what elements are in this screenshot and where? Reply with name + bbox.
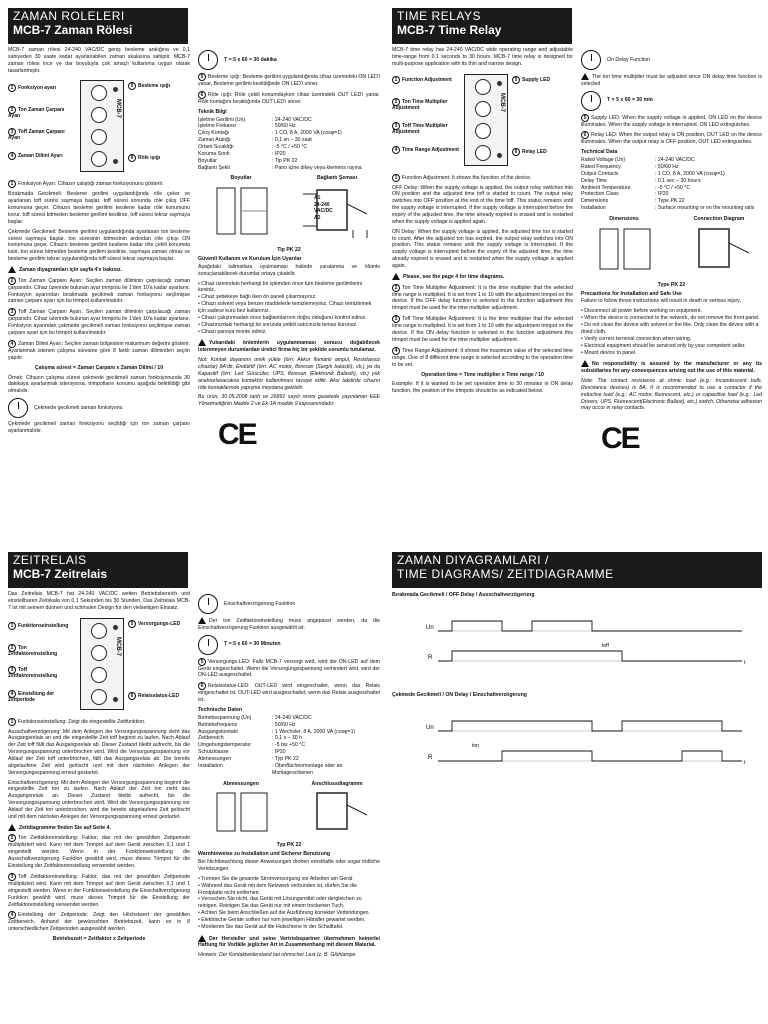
de-ondelay2: Der ton Zeitfaktoreinstellung muss angepasst werden, da die Einschaltverzögerung Funktion ausgewählt ist.	[198, 617, 380, 631]
tr-subtitle: MCB-7 Zaman Rölesi	[13, 22, 133, 37]
en-p2: OFF Delay: When the supply voltage is applied, the output relay switches into ON position and the adjusted time toff is started to count. The output relay switches into OFF position at the end of the time toff. This status remains until the supply voltage is interrupted. If the supply voltage is interrupted before the expiry of the adjusted time, the time already expired is erased and is restarted when the supply voltage is applied again.	[392, 184, 573, 225]
en-p4: Please, see the page 4 for time diagrams.	[403, 273, 505, 280]
on-delay-diagram	[392, 701, 752, 781]
ton-knob	[91, 107, 107, 123]
de-dims	[198, 781, 380, 839]
off-r-label: R	[428, 654, 433, 661]
de-safety: Bei Nichtbeachtung dieser Anweisungen drohen ernsthafte oder sogar tödliche Verletzungen.	[198, 859, 380, 872]
tr-cek2: Çekmede gecikmeli zaman fonksiyonu seçildiği için ton zaman çarpanı ayarlanmalıdır.	[8, 421, 190, 434]
tr-label-toff: Toff Zaman Çarpanı Ayarı	[8, 129, 65, 142]
list-item: • Cihazınızdaki herhangi bir sorunda yetkili satıcınızla temas kurunuz.	[198, 322, 380, 329]
german-section	[8, 552, 380, 1020]
en-p9: Relay LED: When the output relay is ON position, OUT LED on the device illuminates. When the output relay is OFF position, OUT LED extinguishes.	[581, 132, 762, 146]
range-knob	[91, 151, 107, 167]
table-row: Abmessungen : Typ PK 22	[198, 756, 299, 763]
table-row: Protection Class : IP20	[581, 191, 669, 198]
off-r-trace	[438, 651, 742, 661]
tr-p4: Zaman diyagramları için sayfa 4'e bakınız.	[19, 266, 123, 273]
table-row: Betriebsfrequenz : 50/60 Hz	[198, 721, 296, 728]
en-dims	[581, 216, 762, 278]
en-disclaimer: No responsibility is assured by the manufacturer or any its subsidiaries for any consequences arising out the use of this material.	[581, 361, 762, 375]
table-row: Rated Voltage (Un) : 24-240 VAC/DC	[581, 157, 695, 164]
en-safety-title: Precautions for Installation and Safe Use	[581, 290, 682, 297]
tr-p7: Zaman Dilimi Ayarı: Seçilen zaman bölgesinin maksimum değerini gösterir. Ayarlanmak istenen çalışma süresine göre 8 farklı zaman diliminden seçim yapılır.	[8, 340, 190, 361]
tr-dims	[198, 175, 380, 243]
connection-diagram	[297, 789, 377, 835]
table-row: Çıkış Kontağı : 1 CO, 8 A, 2000 VA (cosφ=1)	[198, 130, 342, 137]
table-row: Output Contacts : 1 CO, 8 A, 2000 VA (cosφ=1)	[581, 170, 725, 177]
warning-icon	[392, 273, 400, 280]
de-p3: Einschaltverzögerung: Mit dem Anlegen der Versorgungsspannung beginnt die eingestellte Zeit ton zu laufen. Nach Ablauf der Zeit ton zieht das Ausgangsrelais an. Dieser Zustand bleibt aufrecht, bis die Versorgungsspannung unterbrochen wird. Wird die Versorgungsspannung vor Ablauf der Zeit ton unterbrochen, wird die bereits abgelaufene Zeit gelöscht und mit dem nächsten Anlegen der Versorgungsspannung erneut gestartet.	[8, 779, 190, 820]
tr-col-right: T = 5 x 60 = 30 dakika 5 Besleme ışığı: Besleme gerilimi uygulandığında cihaz üzerindeki ON LED'i yanar. Besleme gerilimi kesildiğinde ON LED'i söner. 6 Röle ışığı: Röle çekili konumdayken cihaz üzerindeki OUT LED'i yanar. Röle kontağını bıraktığında OUT LED'i söner. Teknik Bilgi İşletme Gerilimi (Un) : 24-240 VAC/DC İşletme Frekansı : 50/60 Hz Çıkış Kontağı : 1 CO, 8 A, 2000 VA (cosφ=1) Zaman Aralığı : 0,1 sn – 30 saat Ortam Sıcaklığı : -5 °C / +50 °C Koruma Sınıfı : IP20 Boyutlar : Tip PK 22 Bağlantı Şekli : Pano içine dikey veya klemens rayına Boyutlar Bağlantı Şeması A1 24-240 VAC/DC A2 Tip PK 22 Güvenli Kullanım ve Kurulum İçin Uyarılar Aşağıdaki talimatlara uyulmaması halinde yaralanma ve ölümle sonuçlanabilecek durumlar ortaya çıkabilir. • Cihaz üzerindeki herhangi bir işlemden önce tüm besleme gerilimlerini kesiniz. • Cihaz şebekeye bağlı iken ön paneli çıkarmayınız. • Cihazı solvent veya benzer maddelerle temizlemeyiniz. Cihazı temizlemek için sadece kuru bez kullanınız. • Cihazı çalıştırmadan önce bağlantılarının doğru olduğunu kontrol ediniz. • Cihazınızdaki herhangi bir sorunda yetkili satıcınızla temas kurunuz. • Cihazı panoya monte ediniz. Yukarıdaki önlemlerin uygulanmaması sonucu doğabilecek istenmeyen durumlardan üretici firma hiç bir şekilde sorumlu tutulamaz. Not: Kontak dayanımı omik yükte (örn: Akkor flamanlı ampul, Resistansiz cihazlar) 8A'dir. Endüktif (örn: AC motor, floresan (Sargılı balastlı), vb.) ya da Kapasitif (örn: Led Sürücüler, UPS, floresan (Elektronik Balastlı), vb.) yük anahtarlanacaksa kontaktör kullanılması tavsiye edilir. Aksi takdirde cihazın röle kontaklarında yapışma meydana gelebilir. Bu ürün, 30.05.2008 tarih ve 26891 sayılı resmi gazetede yayınlanan EEE Yönetmeliğinin Madde 2 ve Ek-1A madde 9 kapsamındadır. CE	[198, 47, 380, 455]
list-item: • Do not clean the device with solvent or the like. Only clean the device with a dried cloth.	[581, 322, 762, 336]
device-model: MCB-7	[115, 99, 121, 119]
en-example: Example: If it is wanted to be set operation time to 30 minutes in ON delay function, the position of the trimpots should be as indicated below.	[392, 381, 573, 395]
de-tech-table	[198, 707, 380, 777]
tr-tech-title: Teknik Bilgi	[198, 108, 227, 115]
tr-formula: Çalışma süresi = Zaman Çarpanı x Zaman Dilimi / 10	[34, 364, 164, 371]
de-dim-title: Abmessungen	[223, 780, 259, 787]
de-col-right: Einschaltverzögerung Funktion Der ton Zeitfaktoreinstellung muss angepasst werden, da die Einschaltverzögerung Funktion ausgewählt ist. T = 5 x 60 = 30 Minuten 5 Versorgungs-LED: Falls MCB-7 versorgt wird, wird die ON-LED auf dem Gerät eingeschaltet. Wenn die Versorgungsspannung verhindert wird, wird der ON-LED ausgeschaltet. 6 Relaisstatus-LED: OUT-LED wird eingeschaltet, wenn das Relais eingeschaltet ist. OUT-LED wird ausgeschaltet, wenn das Relais ausgeschaltet ist. Technische Daten Betriebsspannung (Un) : 24-240 VAC/DC Betriebsfrequenz : 50/60 Hz Ausgangskontakt : 1 Wechsler, 8 A, 2000 VA (cosφ=1) Zeitbereich : 0,1 s – 30 h Umgebungstemperatur : -5 bis +50 °C Schutzklasse : IP20 Abmessungen : Typ PK 22 Installation : Oberflächenmontage oder an Montageschienen Abmessungen Anschlussdiagramm Typ PK 22 Warnhinweise zu Installation und Sicherer Benutzung Bei Nichtbeachtung dieser Anweisungen drohen ernsthafte oder sogar tödliche Verletzungen. • Trennen Sie die gesamte Stromversorgung vor Arbeiten am Gerät • Während das Gerät mit dem Netzwerk verbunden ist, dürfen Sie die Frontplatte nicht entfernen. • Versuchen Sie nicht, das Gerät mit Lösungsmittel oder dergleichen zu reinigen. Reinigen Sie das Gerät nur mit einem trockenen Tuch. • Achten Sie beim Anschließen auf die Ausführung korrekter Verbindungen. • Elektrische Geräte sollten nur vom jeweiligen Händler gewartet werden. • Montieren Sie das Gerät auf die Hutschiene in der Schalttafel. Der Hersteller und seine Vertriebspartner übernehmen keinerlei Haftung für Vorfälle jeglicher Art in Zusammenhang mit diesem Material. Hinweis: Der Kontaktwiderstand bei ohmscher Last (z. B. Glühlampe	[198, 591, 380, 962]
tr-p1: Fonksiyon Ayarı: Cihazın çalıştığı zaman fonksiyonunu gösterir.	[18, 181, 164, 188]
de-title: ZEITRELAIS	[13, 553, 87, 567]
table-row: Ortam Sıcaklığı : -5 °C / +50 °C	[198, 144, 308, 151]
device-vunit: VAC/DC	[314, 208, 333, 215]
range-knob	[475, 145, 491, 161]
tr-type: Tip PK 22	[277, 247, 301, 254]
en-dim-title: Dimensions	[609, 216, 639, 223]
warning-icon	[198, 935, 206, 942]
tr-safety: Aşağıdaki talimatlara uyulmaması halinde yaralanma ve ölümle sonuçlanabilecek durumlar ortaya çıkabilir.	[198, 263, 380, 277]
tr-calc: T = 5 x 60 = 30 dakika	[224, 56, 277, 63]
dimensions-drawing	[211, 184, 271, 240]
on-un-label: Un	[426, 724, 434, 731]
list-item: • Cihazı panoya monte ediniz.	[198, 329, 380, 336]
diagrams-section	[392, 552, 762, 1020]
clock-icon	[198, 594, 218, 614]
table-row: Koruma Sınıfı : IP20	[198, 150, 286, 157]
table-row: Rated Frequency : 50/60 Hz	[581, 164, 679, 171]
de-disclaimer: Der Hersteller und seine Vertriebspartner übernehmen keinerlei Haftung für Vorfälle jeglicher Art in Zusammenhang mit diesem Material.	[198, 935, 380, 949]
en-p1: Function Adjustment: It shows the function of the device.	[402, 174, 532, 181]
clock-icon	[581, 91, 601, 111]
off-toff-label: toff	[602, 642, 609, 649]
warning-icon	[198, 339, 206, 346]
tr-label-range: Zaman Dilimi Ayarı	[18, 153, 63, 160]
off-delay-title: Bırakmada Gecikmeli / OFF Delay / Ausschaltverzögerung	[392, 592, 535, 598]
on-delay-title: Çekmede Gecikmeli / ON Delay / Einschaltverzögerung	[392, 691, 527, 698]
table-row: Ausgangskontakt : 1 Wechsler, 8 A, 2000 VA (cosφ=1)	[198, 728, 356, 735]
table-row: Installation : Oberflächenmontage oder an Montageschienen	[198, 762, 343, 776]
en-intro: MCB-7 time relay has 24-240 VAC/DC wide operating range and adjustable time-range from 0.1 seconds to 30 hours. MCB-7 time relay is designed for multi-purpose application with its thin and narrow design.	[392, 47, 573, 67]
de-label-toff: Toff Zeitfaktoreinstellung	[8, 666, 58, 679]
list-item: • Montieren Sie das Gerät auf die Hutschiene in der Schalttafel.	[198, 924, 380, 931]
table-row: Dimensions : Type PK 22	[581, 198, 685, 205]
en-label-mult: Ton Time Multiplier Adjustment	[392, 98, 448, 111]
de-p7: Einstellung der Zeitperiode: Zeigt den Höchstwert der gewählten Zeitbereich. Anhand der gewünschten Betriebszeit, kann es in 8 unterschiedlichen Zeitperioden ausgewählt werden.	[8, 912, 190, 933]
list-item: • Cihazı solvent veya benzer maddelerle temizlemeyiniz. Cihazı temizlemek için sadece kuru bez kullanınız.	[198, 301, 380, 315]
warning-icon	[198, 617, 206, 624]
tr-label-relay: Röle ışığı	[138, 155, 161, 162]
clock-icon	[581, 50, 601, 70]
english-section	[392, 8, 762, 523]
dimensions-drawing	[211, 789, 271, 835]
table-row: Umgebungstemperatur : -5 bis +50 °C	[198, 742, 306, 749]
de-p6: Toff Zeitfaktoreinstellung: Faktor, das mit der gewählten Zeitperiode multipliziert wird. Kann mit dem Trimpot auf dem Gerät zwischen 0,1 und 1 eingestellt werden. Wenn in der Funktionseinstellung die Einschaltverzögerung Funktion gewählt wird, muss dieses Trimpot für die Einstellung der Zeitfaktoreinstellung verwendet werden.	[8, 873, 190, 908]
off-un-label: Un	[426, 624, 434, 631]
table-row: Delay Time : 0.1 sec – 30 hours	[581, 177, 701, 184]
en-ondelay: On Delay Function	[607, 56, 650, 63]
en-p6: Toff Time Multiplier Adjustment: It is the time multiplier that the selected time range is multiplied. It is set from 1 to 10 with the adjustment trimpot on the device. If the ON delay function is selected in the function adjustment this trimpot must be used for the time multiplier adjustment.	[392, 316, 573, 343]
dimensions-drawing	[594, 225, 654, 275]
clock-icon	[198, 50, 218, 70]
tr-dim-title: Boyutlar	[230, 175, 252, 182]
tr-note: Not: Kontak dayanımı omik yükte (örn: Akkor flamanlı ampul, Resistansiz cihazlar) 8A'dir. Endüktif (örn: AC motor, floresan (Sargılı balastlı), vb.) ya da Kapasitif (örn: Led Sürücüler, UPS, floresan (Elektronik Balastlı), vb.) yük anahtarlanacaksa kontaktör kullanılması tavsiye edilir. Aksi takdirde cihazın röle kontaklarında yapışma meydana gelebilir.	[198, 357, 380, 391]
device-body	[80, 618, 124, 710]
tr-label-mult: Ton Zaman Çarpanı Ayarı	[8, 107, 65, 120]
tr-conn-title: Bağlantı Şeması	[316, 175, 358, 182]
toff-knob	[475, 123, 491, 139]
de-p9: Relaisstatus-LED: OUT-LED wird eingeschaltet, wenn das Relais eingeschaltet ist. OUT-LED wird ausgeschaltet, wenn das Relais ausgeschaltet ist.	[198, 683, 380, 704]
ce-mark-icon: CE	[218, 418, 256, 452]
off-t-label: t	[744, 659, 746, 666]
en-col-right: On Delay Function The ton time multiplier must be adjusted since ON delay time function is selected T = 5 x 60 = 30 min 5 Supply LED: When the supply voltage is applied, ON LED on the device illuminates. When the supply voltage is interrupted, ON LED extinguishes. 6 Relay LED: When the output relay is ON position, OUT LED on the device illuminates. When the output relay is OFF position, OUT LED extinguishes. Technical Data Rated Voltage (Un) : 24-240 VAC/DC Rated Frequency : 50/60 Hz Output Contacts : 1 CO, 8 A, 2000 VA (cosφ=1) Delay Time : 0.1 sec – 30 hours Ambient Temperature : -5 °C / +50 °C Protection Class : IP20 Dimensions : Type PK 22 Installation : Surface mounting or on the mounting rails Dimensions Connection Diagram Type PK 22 Precautions for Installation and Safe Use Failure to follow those instructions will result in death or serious injury. • Disconnect all power before working on equipment. • When the device is connected to the network, do not remove the front panel. • Do not clean the device with solvent or the like. Only clean the device with a dried cloth. • Verify correct terminal connection when wiring. • Electrical equipment should be serviced only by your competent seller. • Mount device to panel. No responsibility is assured by the manufacturer or any its subsidiaries for any consequences arising out the use of this material. Note: The contact resistance at ohmic load (e.g.: Incandescent bulb, Resistance devices) is 8A. It is recommended to use a contactor if the inductive load (e.g.: AC motor, fluorescent, etc.) or capacitive load (e.g.: Led Drivers, UPS, Fluorescent(Electronic Ballast), etc.) switch. Otherwise adhesion may occur in relay contacts. CE	[581, 47, 762, 459]
supply-led	[497, 81, 502, 86]
de-tech-title: Technische Daten	[198, 707, 243, 714]
de-p5: Ton Zeitfaktoreinstellung: Faktor, das mit der gewählten Zeitperiode multipliziert wird. Kann mit dem Trimpot auf dem Gerät zwischen 0,1 und 1 eingestellt werden. Wenn in der Funktionseinstellung die Ausschaltverzögerung Funktion gewählt wird, muss dieses Trimpot für die Einstellung der Zeitfaktoreinstellung verwendet werden.	[8, 835, 190, 870]
ce-mark-icon: CE	[601, 422, 639, 456]
en-p5: Ton Time Multiplier Adjustment: It is the time multiplier that the selected time range is multiplied. It is set from 1 to 10 with the adjustment trimpot on the device. If the OFF delay function is selected in the function adjustment this trimpot must be used for the time multiplier adjustment.	[392, 284, 573, 312]
table-row: Installation : Surface mounting or on the mounting rails	[581, 205, 755, 212]
table-row: Zaman Aralığı : 0,1 sn – 30 saat	[198, 137, 312, 144]
clock-icon	[8, 398, 28, 418]
de-label-relay: Relaisstatus-LED	[138, 692, 180, 699]
table-row: Bağlantı Şekli : Pano içine dikey veya klemens rayına	[198, 164, 362, 171]
device-voltage: 24-240	[314, 201, 330, 208]
list-item: • Cihaz şebekeye bağlı iken ön paneli çıkarmayınız.	[198, 294, 380, 301]
table-row: İşletme Gerilimi (Un) : 24-240 VAC/DC	[198, 116, 312, 123]
table-row: Betriebsspannung (Un) : 24-240 VAC/DC	[198, 714, 312, 721]
en-safety: Failure to follow those instructions will result in death or serious injury.	[581, 298, 741, 305]
toff-knob	[91, 667, 107, 683]
list-item: • Cihazı çalıştırmadan önce bağlantılarının doğru olduğunu kontrol ediniz.	[198, 315, 380, 322]
en-p8: Supply LED: When the supply voltage is applied, ON LED on the device illuminates. When the supply voltage is interrupted, ON LED extinguishes.	[581, 114, 762, 128]
range-knob	[91, 689, 107, 705]
tr-p2: Bırakmada Gecikmeli: Besleme gerilimi uygulandığında röle çeker ve ayarlanan toff süresi saymaya başlar. toff süresi sonunda röle çıkış OFF konumuna geçer. Cihazın besleme gerilimi kesilene kadar röle konumunu korur. toff süresi bitmeden besleme gerilimi kesilirse, toff süresi tekrar saymaya başlar.	[8, 191, 190, 225]
tr-example: Örnek: Cihazın çalışma süresi çekmede gecikmeli zaman fonksiyonunda 30 dakikaya ayarlanmak isteniyorsa, trimpotların konumu aşağıda belirtildiği gibi olmalıdır.	[8, 374, 190, 395]
ton-knob	[91, 645, 107, 661]
de-label-mult: Ton Zeitfaktoreinstellung	[8, 644, 58, 657]
warning-icon	[581, 360, 589, 367]
tr-p3: Çekmede Gecikmeli: Besleme gerilimi uygulandığında ayarlanan ton besleme süresi saymaya başlar. ton süresinin bitmesinin ardından röle çıkışı ON konumuna geçer. Cihazın besleme gerilimi kesilene kadar röle çekili konumda kalır. ton süresi bitmeden besleme gerilimi kesilirse, saymaya zaman olmaz ve besleme gerilimi tekrar uygulandığında toff süresi tekrar saymaya başlar.	[8, 228, 190, 263]
tr-header	[8, 8, 188, 44]
toff-knob	[91, 129, 107, 145]
de-device-figure: MCB-7 1 Funktionseinstellung 2 Ton Zeitfaktoreinstellung 3 Toff Zeitfaktoreinstellung 4 Einstellung der Zeitperiode 5 Versorgungs-LED 6 Relaisstatus-LED	[8, 616, 190, 714]
tr-p5: Ton Zaman Çarpanı Ayarı: Seçilen zaman diliminin çarpılacağı zaman çarpanıdır. Cihaz üzerinde bulunan ayar trimpotu ile 1'den 10'a kadar ayarlanır. Fonksiyon ayarından bırakmada gecikmeli zaman fonksiyonu seçilmişse zaman çarpanı ayarı için bu trimpot kullanılmalıdır.	[8, 277, 190, 305]
tr-label-supply: Besleme ışığı	[138, 83, 170, 90]
en-device-figure: MCB-7 1 Function Adjustment 2 Ton Time Multiplier Adjustment 3 Toff Time Multiplier Adjustment 4 Time Range Adjustment 5 Supply LED 6 Relay LED	[392, 72, 573, 170]
list-item: • When the device is connected to the network, do not remove the front panel.	[581, 315, 762, 322]
de-type: Typ PK 22	[276, 842, 302, 849]
en-type: Type PK 22	[657, 281, 686, 288]
function-knob	[91, 85, 107, 101]
tr-p8: Besleme ışığı: Besleme gerilimi uygulandığında cihaz üzerindeki ON LED'i yanar. Besleme gerilimi kesildiğinde ON LED'i söner.	[198, 74, 380, 87]
function-knob	[91, 623, 107, 639]
table-row: Schutzklasse : IP20	[198, 749, 286, 756]
list-item: • Disconnect all power before working on equipment.	[581, 308, 762, 315]
en-tech-table	[581, 149, 762, 212]
on-un-trace	[438, 721, 742, 731]
de-conn-title: Anschlussdiagramm	[311, 780, 363, 787]
list-item: • Während das Gerät mit dem Netzwerk verbunden ist, dürfen Sie die Frontplatte nicht entfernen.	[198, 883, 380, 897]
en-subtitle: MCB-7 Time Relay	[397, 22, 502, 37]
connection-diagram	[679, 225, 759, 275]
list-item: • Trennen Sie die gesamte Stromversorgung vor Arbeiten am Gerät	[198, 876, 380, 883]
en-label-relay: Relay LED	[522, 148, 547, 155]
on-r-label: R	[428, 754, 433, 761]
relay-led	[113, 159, 118, 164]
relay-led	[113, 697, 118, 702]
warning-icon	[581, 73, 589, 80]
en-col-left: MCB-7 time relay has 24-240 VAC/DC wide operating range and adjustable time-range from 0.1 seconds to 30 hours. MCB-7 time relay is designed for multi-purpose application with its thin and narrow design. MCB-7 1 Function Adjustment 2 Ton Time Multiplier Adjustment 3 Toff Time Multiplier Adjustment 4 Time Range Adjustment 5 Supply LED 6 Relay LED 1 Function Adjustment: It shows the function of the device. OFF Delay: When the supply voltage is applied, the output relay switches into ON position and the adjusted time toff is started to count. The output relay switches into OFF position at the end of the time toff. This status remains until the supply voltage is interrupted. If the supply voltage is interrupted before the expiry of the adjusted time, the time already expired is erased and is restarted when the supply voltage is applied again. ON Delay: When the supply voltage is applied, the adjusted time ton is started to count. After the adjusted ton has expired, the output relay switches into ON position. This status remains until the supply voltage is interrupted. If the supply voltage is interrupted before the expiry of the adjusted time, the time already expired is erased and is restarted when the supply voltage is applied again. Please, see the page 4 for time diagrams. 2 Ton Time Multiplier Adjustment: It is the time multiplier that the selected time range is multiplied. It is set from 1 to 10 with the adjustment trimpot on the device. If the OFF delay function is selected in the function adjustment this trimpot must be used for the time multiplier adjustment. 3 Toff Time Multiplier Adjustment: It is the time multiplier that the selected time range is multiplied. It is set from 1 to 10 with the adjustment trimpot on the device. If the ON delay function is selected in the function adjustment this trimpot must be used for the time multiplier adjustment. 4 Time Range Adjustment: It shows the maximum value of the selected time range. One of 8 different time range is selected according to the operation time to be set. Operation time = Time multiplier x Time range / 10 Example: If it is wanted to be set operation time to 30 minutes in ON delay function, the position of the trimpots should be as indicated below.	[392, 47, 573, 395]
list-item: • Verify correct terminal connection when wiring.	[581, 336, 762, 343]
on-t-label: t	[744, 759, 746, 766]
device-model: MCB-7	[499, 92, 505, 112]
list-item: • Electrical equipment should be serviced only by your competent seller.	[581, 343, 762, 350]
table-row: İşletme Frekansı : 50/60 Hz	[198, 123, 296, 130]
table-row: Boyutlar : Tip PK 22	[198, 157, 298, 164]
tr-tech-table	[198, 109, 380, 172]
list-item: • Cihaz üzerindeki herhangi bir işlemden önce tüm besleme gerilimlerini kesiniz.	[198, 281, 380, 295]
tr-intro: MCB-7 zaman rölesi 24-240 VAC/DC geniş besleme aralığına ve 0,1 saniyeden 30 saate kadar ayarlanabilen zaman skalasına sahiptir. MCB-7 zaman rölesi ince ve dar boyutuyla çok amaçlı kullanıma uygun olarak tasarlanmıştır.	[8, 47, 190, 74]
en-label-func: Function Adjustment	[402, 76, 452, 83]
supply-led	[113, 625, 118, 630]
list-item: • Elektrische Geräte sollten nur vom jeweiligen Händler gewartet werden.	[198, 917, 380, 924]
diag-header	[392, 552, 762, 588]
de-label-supply: Versorgungs-LED	[138, 620, 181, 627]
tr-p6: Toff Zaman Çarpanı Ayarı: Seçilen zaman diliminin çarpılacağı zaman çarpanıdır. Cihaz üzerinde bulunan ayar trimpotu ile 1'den 10'a kadar ayarlanır. Fonksiyon ayarından çekmede gecikmeli zaman fonksiyonu seçilmişse zaman çarpanı ayarı için bu trimpot kullanılmalıdır.	[8, 309, 190, 337]
off-delay-diagram	[392, 601, 752, 681]
tr-cek: Çekmede gecikmeli zaman fonksiyonu	[34, 404, 123, 411]
tr-title: ZAMAN ROLELERI	[13, 9, 125, 23]
tr-disclaimer: Yukarıdaki önlemlerin uygulanmaması sonucu doğabilecek istenmeyen durumlardan üretici firma hiç bir şekilde sorumlu tutulamaz.	[198, 340, 380, 354]
tr-label-func: Fonksiyon ayarı	[18, 85, 57, 92]
warning-icon	[8, 824, 16, 831]
device-body	[80, 80, 124, 172]
de-col-left: Das Zeitrelais MCB-7 hat 24-240 VAC/DC weiten Betriebsbereich und einstellbaren Zeitskala von 0,1 Sekunden bis 30 Stunden. Das Zeitrelais MCB-7 ist mit seinem dünnen und schmalen Design für den vielseitigen Einsatz. MCB-7 1 Funktionseinstellung 2 Ton Zeitfaktoreinstellung 3 Toff Zeitfaktoreinstellung 4 Einstellung der Zeitperiode 5 Versorgungs-LED 6 Relaisstatus-LED 1 Funktionseinstellung: Zeigt die eingestellte Zeitfunktion. Ausschaltverzögerung: Mit dem Anlegen der Versorgungsspannung zieht das Ausgangsrelais an und die eingestellte Zeit toff beginnt zu laufen. Nach Ablauf der Zeit toff fällt das Ausgangsrelais ab. Dieser Zustand bleibt aufrecht, bis die Versorgungsspannung unterbrochen wird. Wird die Versorgungsspannung vor Ablauf der Zeit toff unterbrochen, fällt das Ausgangsrelais ab. Die bereits abgelaufene Zeit wird gelöscht und mit dem nächsten Anlegen der Versorgungsspannung erneut gestartet. Einschaltverzögerung: Mit dem Anlegen der Versorgungsspannung beginnt die eingestellte Zeit ton zu laufen. Nach Ablauf der Zeit ton zieht das Ausgangsrelais an. Dieser Zustand bleibt aufrecht, bis die Versorgungsspannung unterbrochen wird. Wird die Versorgungsspannung vor Ablauf der Zeit ton unterbrochen, wird die bereits abgelaufene Zeit gelöscht und mit dem nächsten Anlegen der Versorgungsspannung erneut gestartet. Zeitdiagramme finden Sie auf Seite 4. 2 Ton Zeitfaktoreinstellung: Faktor, das mit der gewählten Zeitperiode multipliziert wird. Kann mit dem Trimpot auf dem Gerät zwischen 0,1 und 1 eingestellt werden. Wenn in der Funktionseinstellung die Ausschaltverzögerung Funktion gewählt wird, muss dieses Trimpot für die Einstellung der Zeitfaktoreinstellung verwendet werden. 3 Toff Zeitfaktoreinstellung: Faktor, das mit der gewählten Zeitperiode multipliziert wird. Kann mit dem Trimpot auf dem Gerät zwischen 0,1 und 1 eingestellt werden. Wenn in der Funktionseinstellung die Einschaltverzögerung Funktion gewählt wird, muss dieses Trimpot für die Einstellung der Zeitfaktoreinstellung verwendet werden. 4 Einstellung der Zeitperiode: Zeigt den Höchstwert der gewählten Zeitbereich. Anhand der gewünschten Betriebszeit, kann es in 8 unterschiedlichen Zeitperioden ausgewählt werden. Betriebszeit = Zeitfaktor x Zeitperiode	[8, 591, 190, 943]
de-intro: Das Zeitrelais MCB-7 hat 24-240 VAC/DC weiten Betriebsbereich und einstellbaren Zeitskala von 0,1 Sekunden bis 30 Stunden. Das Zeitrelais MCB-7 ist mit seinem dünnen und schmalen Design für den vielseitigen Einsatz.	[8, 591, 190, 611]
de-subtitle: MCB-7 Zeitrelais	[13, 566, 108, 581]
list-item: • Mount device to panel.	[581, 350, 762, 357]
device-model: MCB-7	[115, 636, 121, 656]
en-label-range: Time Range Adjustment	[402, 146, 459, 153]
clock-icon	[198, 635, 218, 655]
terminal-a2: A2	[314, 214, 321, 221]
on-ton-label: ton	[472, 742, 479, 749]
tr-safety-title: Güvenli Kullanım ve Kurulum İçin Uyarılar	[198, 256, 302, 263]
table-row: Zeitbereich : 0,1 s – 30 h	[198, 735, 302, 742]
de-ondelay: Einschaltverzögerung Funktion	[224, 600, 296, 607]
en-ondelay2: The ton time multiplier must be adjusted since ON delay time function is selected	[581, 73, 762, 87]
de-formula: Betriebszeit = Zeitfaktor x Zeitperiode	[52, 936, 146, 943]
function-knob	[475, 79, 491, 95]
tr-p9: Röle ışığı: Röle çekili konumdayken cihaz üzerindeki OUT LED'i yanar. Röle kontağını bıraktığında OUT LED'i söner.	[198, 91, 380, 105]
tr-device-figure: MCB-7 1 Fonksiyon ayarı 2 Ton Zaman Çarpanı Ayarı 3 Toff Zaman Çarpanı Ayarı 4 Zaman Dilimi Ayarı 5 Besleme ışığı 6 Röle ışığı	[8, 78, 190, 176]
list-item: • Versuchen Sie nicht, das Gerät mit Lösungsmittel oder dergleichen zu reinigen. Reinigen Sie das Gerät nur mit einem trockenen Tuch.	[198, 896, 380, 910]
ton-knob	[475, 101, 491, 117]
de-p4: Zeitdiagramme finden Sie auf Seite 4.	[19, 824, 111, 831]
de-label-func: Funktionseinstellung	[18, 622, 69, 629]
de-safety-title: Warnhinweise zu Installation und Sicherer Benutzung	[198, 851, 331, 858]
en-p7: Time Range Adjustment: It shows the maximum value of the selected time range. One of 8 different time range is selected according to the operation time to be set.	[392, 347, 573, 368]
off-un-trace	[438, 621, 742, 631]
supply-led	[113, 87, 118, 92]
de-p2: Ausschaltverzögerung: Mit dem Anlegen der Versorgungsspannung zieht das Ausgangsrelais an und die eingestellte Zeit toff beginnt zu laufen. Nach Ablauf der Zeit toff fällt das Ausgangsrelais ab. Dieser Zustand bleibt aufrecht, bis die Versorgungsspannung unterbrochen wird. Wird die Versorgungsspannung vor Ablauf der Zeit toff unterbrochen, fällt das Ausgangsrelais ab. Die bereits abgelaufene Zeit wird gelöscht und mit dem nächsten Anlegen der Versorgungsspannung erneut gestartet.	[8, 728, 190, 776]
de-header	[8, 552, 188, 588]
diag-subtitle: TIME DIAGRAMS/ ZEITDIAGRAMME	[397, 566, 614, 581]
de-p1: Funktionseinstellung: Zeigt die eingestellte Zeitfunktion.	[18, 718, 146, 725]
relay-led	[497, 153, 502, 158]
en-calc: T = 5 x 60 = 30 min	[607, 97, 653, 104]
en-label-supply: Supply LED	[522, 76, 551, 83]
tr-col-left: MCB-7 zaman rölesi 24-240 VAC/DC geniş besleme aralığına ve 0,1 saniyeden 30 saate kadar ayarlanabilen zaman skalasına sahiptir. MCB-7 zaman rölesi ince ve dar boyutuyla çok amaçlı kullanıma uygun olarak tasarlanmıştır. MCB-7 1 Fonksiyon ayarı 2 Ton Zaman Çarpanı Ayarı 3 Toff Zaman Çarpanı Ayarı 4 Zaman Dilimi Ayarı 5 Besleme ışığı 6 Röle ışığı 1 Fonksiyon Ayarı: Cihazın çalıştığı zaman fonksiyonunu gösterir. Bırakmada Gecikmeli: Besleme gerilimi uygulandığında röle çeker ve ayarlanan toff süresi saymaya başlar. toff süresi sonunda röle çıkış OFF konumuna geçer. Cihazın besleme gerilimi kesilene kadar röle konumunu korur. toff süresi bitmeden besleme gerilimi kesilirse, toff süresi tekrar saymaya başlar. Çekmede Gecikmeli: Besleme gerilimi uygulandığında ayarlanan ton besleme süresi saymaya başlar. ton süresinin bitmesinin ardından röle çıkışı ON konumuna geçer. Cihazın besleme gerilimi kesilene kadar röle çekili konumda kalır. ton süresi bitmeden besleme gerilimi kesilirse, saymaya zaman olmaz ve besleme gerilimi tekrar uygulandığında toff süresi tekrar saymaya başlar. Zaman diyagramları için sayfa 4'e bakınız. 2 Ton Zaman Çarpanı Ayarı: Seçilen zaman diliminin çarpılacağı zaman çarpanıdır. Cihaz üzerinde bulunan ayar trimpotu ile 1'den 10'a kadar ayarlanır. Fonksiyon ayarından bırakmada gecikmeli zaman fonksiyonu seçilmişse zaman çarpanı ayarı için bu trimpot kullanılmalıdır. 3 Toff Zaman Çarpanı Ayarı: Seçilen zaman diliminin çarpılacağı zaman çarpanıdır. Cihaz üzerinde bulunan ayar trimpotu ile 1'den 10'a kadar ayarlanır. Fonksiyon ayarından çekmede gecikmeli zaman fonksiyonu seçilmişse zaman çarpanı ayarı için bu trimpot kullanılmalıdır. 4 Zaman Dilimi Ayarı: Seçilen zaman bölgesinin maksimum değerini gösterir. Ayarlanmak istenen çalışma süresine göre 8 farklı zaman diliminden seçim yapılır. Çalışma süresi = Zaman Çarpanı x Zaman Dilimi / 10 Örnek: Cihazın çalışma süresi çekmede gecikmeli zaman fonksiyonunda 30 dakikaya ayarlanmak isteniyorsa, trimpotların konumu aşağıda belirtildiği gibi olmalıdır. Çekmede gecikmeli zaman fonksiyonu Çekmede gecikmeli zaman fonksiyonu seçildiği için ton zaman çarpanı ayarlanmalıdır.	[8, 47, 190, 434]
table-row: Ambient Temperature : -5 °C / +50 °C	[581, 184, 691, 191]
terminal-a1: A1	[314, 195, 321, 202]
de-note: Hinweis: Der Kontaktwiderstand bei ohmscher Last (z. B. Glühlampe	[198, 952, 356, 959]
en-header	[392, 8, 572, 44]
turkish-section	[8, 8, 380, 523]
diag-title: ZAMAN DIYAGRAMLARI /	[397, 553, 549, 567]
de-label-range: Einstellung der Zeitperiode	[8, 690, 55, 703]
warning-icon	[8, 266, 16, 273]
en-label-toff: Toff Time Multiplier Adjustment	[392, 122, 448, 135]
en-conn-title: Connection Diagram	[693, 216, 745, 223]
en-note: Note: The contact resistance at ohmic load (e.g.: Incandescent bulb, Resistance devices) is 8A. It is recommended to use a contactor if the inductive load (e.g.: AC motor, fluorescent, etc.) or capacitive load (e.g.: Led Drivers, UPS, Fluorescent(Electronic Ballast), etc.) switch. Otherwise adhesion may occur in relay contacts.	[581, 377, 762, 412]
en-tech-title: Technical Data	[581, 149, 618, 156]
list-item: • Achten Sie beim Anschließen auf die Ausführung korrekter Verbindungen.	[198, 910, 380, 917]
en-formula: Operation time = Time multiplier x Time range / 10	[421, 371, 544, 378]
de-calc: T = 5 x 60 = 30 Minuten	[224, 641, 281, 648]
en-title: TIME RELAYS	[397, 9, 481, 23]
device-body	[464, 74, 508, 166]
tr-reg: Bu ürün, 30.05.2008 tarih ve 26891 sayılı resmi gazetede yayınlanan EEE Yönetmeliğinin Madde 2 ve Ek-1A madde 9 kapsamındadır.	[198, 394, 380, 408]
en-p3: ON Delay: When the supply voltage is applied, the adjusted time ton is started to count. After the adjusted ton has expired, the output relay switches into ON position. This status remains until the supply voltage is interrupted. If the supply voltage is interrupted before the expiry of the adjusted time, the time already expired is erased and is restarted when the supply voltage is applied again.	[392, 228, 573, 270]
on-r-trace	[438, 751, 742, 761]
de-p8: Versorgungs-LED: Falls MCB-7 versorgt wird, wird die ON-LED auf dem Gerät eingeschaltet. Wenn die Versorgungsspannung verhindert wird, wird der ON-LED ausgeschaltet.	[198, 658, 380, 679]
